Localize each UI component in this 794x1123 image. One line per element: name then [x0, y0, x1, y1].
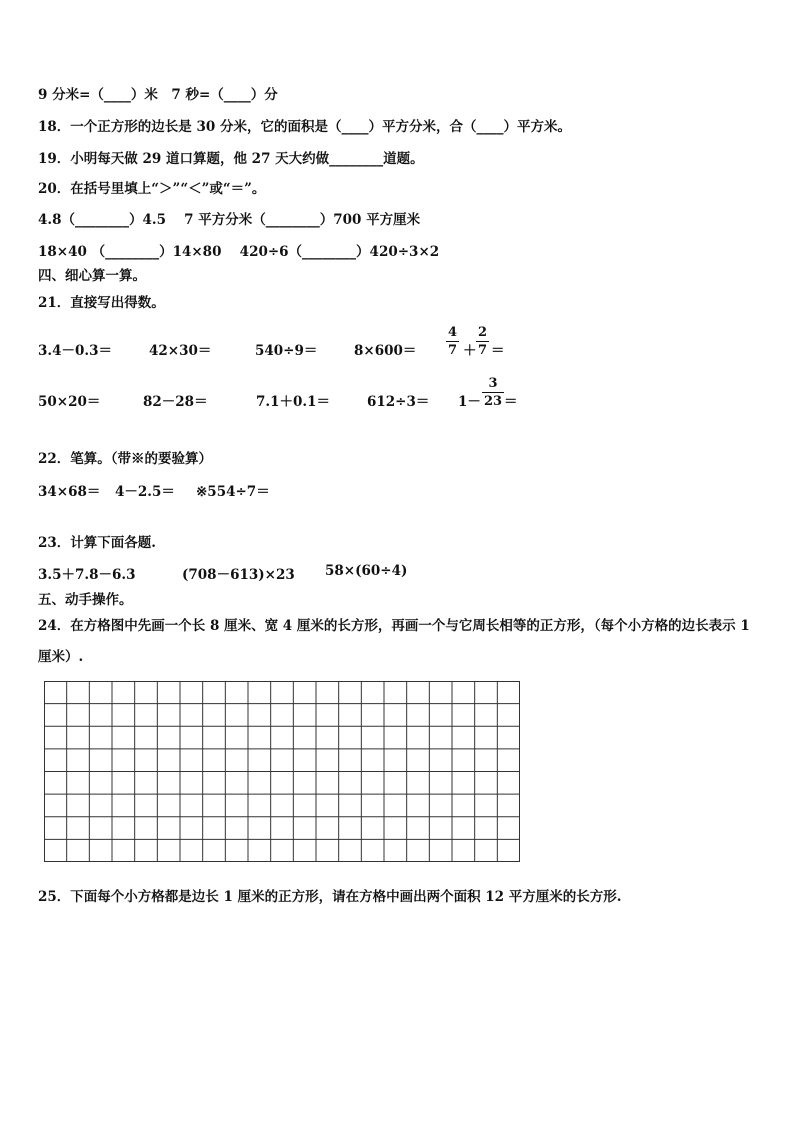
calc-expression: 50×20＝: [38, 394, 101, 410]
calc-expression: 58×(60÷4): [325, 563, 408, 579]
equals-sign: ＝: [504, 394, 518, 410]
square-grid[interactable]: [44, 681, 520, 862]
question-24-line-2: 厘米）.: [38, 649, 84, 665]
fraction-denominator: 7: [448, 343, 458, 358]
calc-expression: 34×68＝: [38, 484, 101, 500]
question-24-line-1: 24．在方格图中先画一个长 8 厘米、宽 4 厘米的长方形，再画一个与它周长相等的正方形，（每个小方格的边长表示 1: [38, 618, 750, 634]
calc-expression: ※554÷7＝: [196, 484, 270, 500]
question-20-row-2: 18×40 （________）14×80 420÷6（________）420÷3×2: [38, 244, 440, 260]
calc-expression: 612÷3＝: [367, 394, 430, 410]
plus-sign: ＋: [463, 343, 477, 359]
question-19: 19．小明每天做 29 道口算题，他 27 天大约做________道题。: [38, 151, 424, 167]
calc-expression: (708－613)×23: [182, 567, 295, 583]
fill-blank-line-units: 9 分米=（____）米 7 秒=（____）分: [38, 87, 278, 103]
fraction-numerator: 3: [488, 376, 498, 391]
fraction-four-sevenths: [446, 325, 459, 358]
fraction-numerator: 4: [448, 325, 458, 340]
fraction-denominator: 7: [478, 343, 488, 358]
section-4-heading: 四、细心算一算。: [38, 268, 146, 284]
fraction-bar: [446, 341, 459, 342]
calc-expression: 4－2.5＝: [115, 484, 175, 500]
question-20: 20．在括号里填上“＞”“＜”或“＝”。: [38, 181, 266, 197]
question-18: 18．一个正方形的边长是 30 分米，它的面积是（____）平方分米，合（____）平方米。: [38, 119, 571, 135]
calc-expression: 7.1＋0.1＝: [256, 394, 330, 410]
calc-expression: 3.4－0.3＝: [38, 343, 112, 359]
calc-expression: 3.5＋7.8－6.3: [38, 567, 136, 583]
question-21: 21．直接写出得数。: [38, 295, 165, 311]
fraction-numerator: 2: [478, 325, 488, 340]
question-23: 23．计算下面各题.: [38, 535, 156, 551]
calc-expression: 1－: [458, 394, 481, 410]
equals-sign: ＝: [491, 343, 505, 359]
calc-expression: 8×600＝: [354, 343, 417, 359]
fraction-three-twentythirds: [482, 376, 504, 409]
fraction-denominator: 23: [484, 394, 503, 409]
fraction-two-sevenths: [476, 325, 489, 358]
fraction-bar: [476, 341, 489, 342]
calc-expression: 42×30＝: [149, 343, 212, 359]
fraction-bar: [482, 392, 504, 393]
calc-expression: 82－28＝: [143, 394, 208, 410]
calc-expression: 540÷9＝: [255, 343, 318, 359]
question-20-row-1: 4.8（________）4.5 7 平方分米（________）700 平方厘米: [38, 212, 421, 228]
question-22: 22．笔算。（带※的要验算）: [38, 451, 213, 467]
section-5-heading: 五、动手操作。: [38, 592, 133, 608]
question-25: 25．下面每个小方格都是边长 1 厘米的正方形，请在方格中画出两个面积 12 平方厘米的长方形.: [38, 889, 622, 905]
